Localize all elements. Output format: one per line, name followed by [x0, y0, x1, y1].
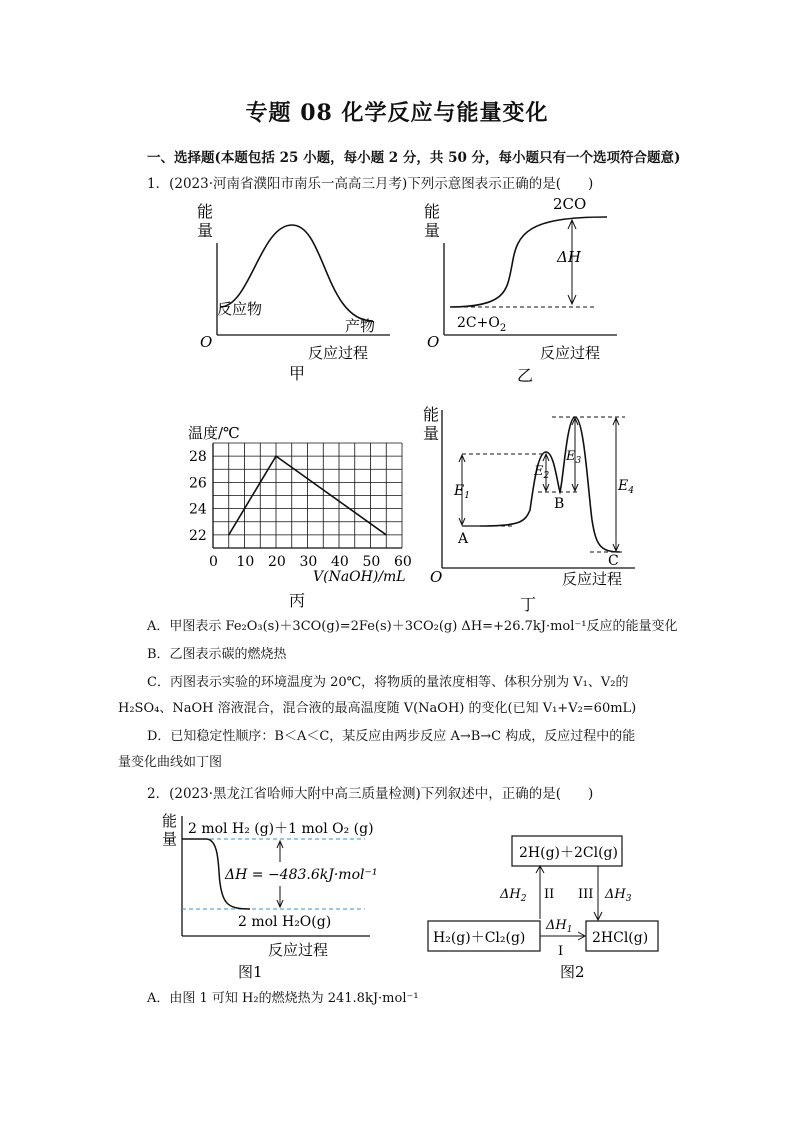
product-label: 产物: [345, 317, 376, 335]
right-box-label: 2HCl(g): [592, 930, 649, 946]
x-tick-label: 20: [268, 554, 286, 570]
caption-figure-1: 图1: [238, 963, 263, 981]
origin-label: O: [430, 568, 443, 586]
top-level-label: 2 mol H₂ (g)＋1 mol O₂ (g): [188, 821, 374, 837]
caption-ding: 丁: [520, 595, 537, 614]
e4-label: $E_4$: [618, 478, 634, 496]
y-label-1: 能: [424, 202, 441, 221]
q1-option-b: B．乙图表示碳的燃烧热: [147, 647, 287, 662]
point-a-label: A: [458, 531, 469, 547]
caption-figure-2: 图2: [560, 963, 585, 981]
x-label: 反应过程: [268, 941, 329, 959]
dh2-label: $\Delta H_2$: [500, 887, 527, 904]
reactant-label: 反应物: [217, 300, 263, 318]
e1-label: $E_1$: [454, 483, 470, 501]
x-tick-label: 50: [362, 554, 381, 570]
section-heading: 一、选择题(本题包括 25 小题，每小题 2 分，共 50 分，每小题只有一个选项符合题意): [147, 150, 681, 166]
point-b-label: B: [554, 496, 565, 512]
step-3-label: III: [578, 887, 594, 902]
delta-h-label: ΔH: [557, 248, 581, 266]
top-label: 2CO: [553, 195, 587, 213]
q1-option-a: A．甲图表示 Fe₂O₃(s)＋3CO(g)=2Fe(s)＋3CO₂(g) ΔH=+26.7kJ·mol⁻¹反应的能量变化: [147, 619, 678, 634]
y-tick-label: 28: [189, 449, 207, 466]
figure-2: [420, 828, 670, 983]
x-axis-title: V(NaOH)/mL: [313, 569, 406, 585]
e2-label: $E_2$: [534, 464, 550, 481]
figure-jia: [195, 195, 400, 385]
chart-grid: [213, 443, 402, 548]
q1-option-c-line2: H₂SO₄、NaOH 溶液混合，混合液的最高温度随 V(NaOH) 的变化(已知 V₁+V₂=60mL): [118, 701, 637, 716]
y-label-2: 量: [423, 424, 440, 443]
figure-yi: [422, 195, 627, 385]
x-tick-label: 60: [394, 554, 412, 570]
y-tick-label: 24: [189, 501, 207, 518]
x-label: 反应过程: [308, 344, 369, 362]
top-box-label: 2H(g)＋2Cl(g): [519, 845, 618, 861]
x-tick-label: 40: [331, 554, 349, 570]
y-tick-label: 26: [189, 475, 207, 492]
page-title: 专题 08 化学反应与能量变化: [245, 100, 549, 126]
x-tick-labels: [209, 554, 412, 570]
x-label: 反应过程: [562, 570, 623, 588]
q1-option-c-line1: C．丙图表示实验的环境温度为 20℃，将物质的量浓度相等、体积分别为 V₁、V₂的: [147, 675, 629, 690]
y-label-2: 量: [162, 830, 178, 848]
left-box-label: H₂(g)＋Cl₂(g): [433, 930, 526, 946]
y-tick-label: 22: [189, 527, 207, 544]
delta-h-label: ΔH = −483.6kJ·mol⁻¹: [225, 867, 378, 883]
q2-option-a: A．由图 1 可知 H₂的燃烧热为 241.8kJ·mol⁻¹: [147, 991, 419, 1006]
y-label-2: 量: [424, 221, 441, 240]
x-label: 反应过程: [540, 344, 601, 362]
x-tick-label: 30: [299, 554, 318, 570]
bottom-label: $2C+O_2$: [457, 315, 507, 334]
y-axis-title: 温度/℃: [188, 424, 240, 442]
point-c-label: C: [608, 553, 619, 569]
figure-bing: [185, 418, 410, 613]
y-label-1: 能: [197, 202, 214, 221]
step-2-label: II: [544, 887, 555, 902]
figure-1: [160, 808, 405, 983]
caption-yi: 乙: [517, 366, 534, 385]
dh1-label: $\Delta H_1$: [546, 918, 573, 935]
step-1-label: I: [558, 944, 564, 959]
e3-label: $E_3$: [566, 449, 582, 466]
x-tick-label: 10: [236, 554, 255, 570]
y-label-2: 量: [197, 221, 214, 240]
caption-bing: 丙: [289, 591, 306, 610]
caption-jia: 甲: [289, 364, 306, 383]
x-tick-label: 0: [209, 554, 218, 570]
y-tick-labels: [189, 449, 207, 544]
q1-option-d-line2: 量变化曲线如丁图: [118, 755, 223, 770]
q1-option-d-line1: D．已知稳定性顺序：B＜A＜C，某反应由两步反应 A→B→C 构成，反应过程中的能: [147, 729, 636, 744]
energy-curve: [450, 217, 607, 307]
question-2-stem: 2．(2023·黑龙江省哈师大附中高三质量检测)下列叙述中，正确的是( ): [147, 786, 594, 802]
question-1-stem: 1．(2023·河南省濮阳市南乐一高高三月考)下列示意图表示正确的是( ): [147, 176, 594, 192]
energy-curve: [480, 417, 620, 552]
bottom-level-label: 2 mol H₂O(g): [238, 914, 332, 930]
figure-ding: [420, 400, 645, 615]
y-label-1: 能: [162, 812, 178, 830]
origin-label: O: [200, 333, 213, 351]
origin-label: O: [427, 333, 440, 351]
y-label-1: 能: [423, 405, 440, 424]
dh3-label: $\Delta H_3$: [605, 887, 632, 904]
